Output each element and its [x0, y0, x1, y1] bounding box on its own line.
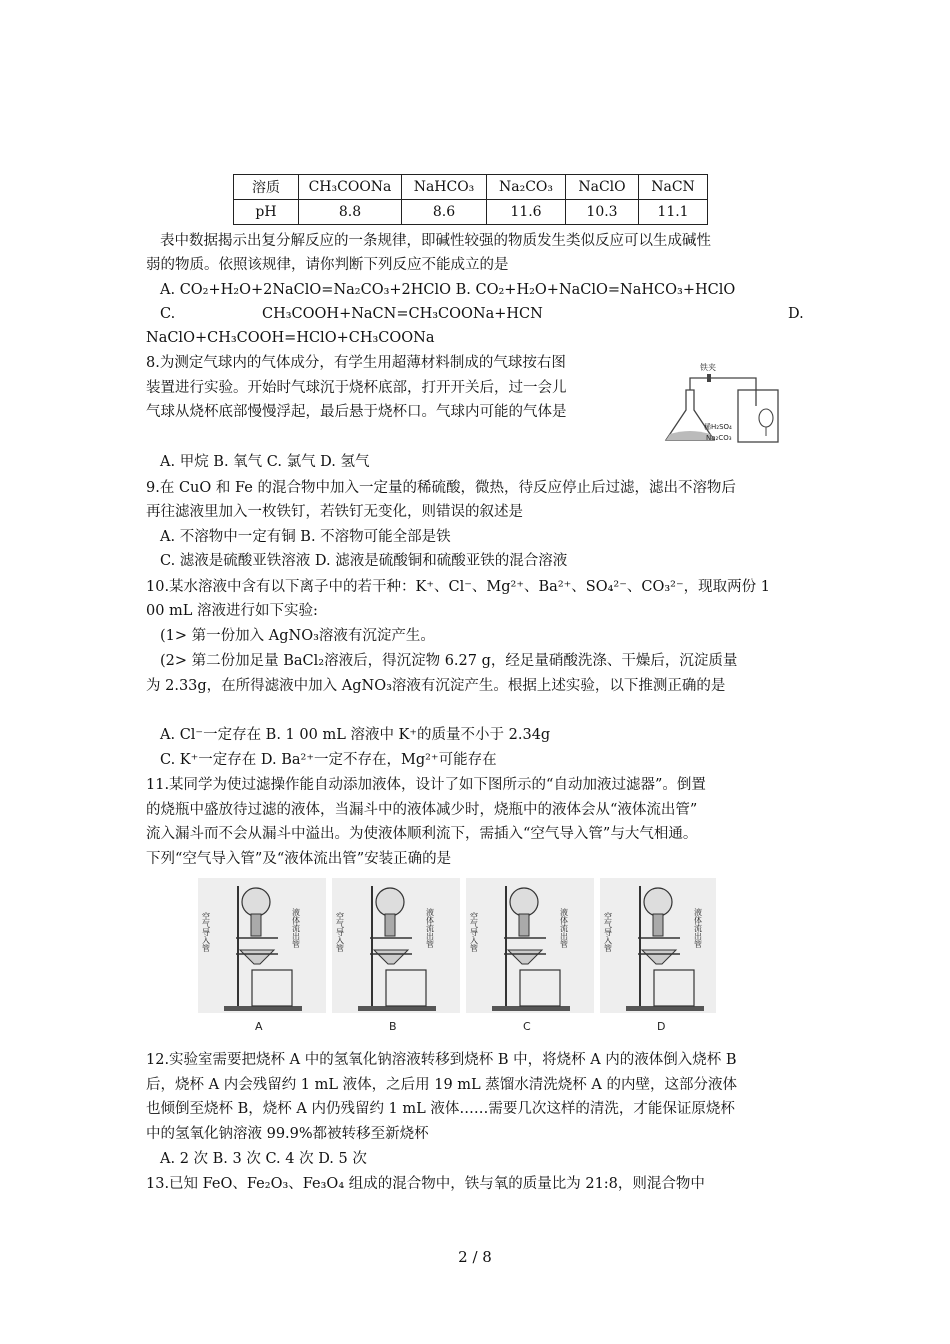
q11-text: 流入漏斗而不会从漏斗中溢出。为使液体顺利流下，需插入“空气导入管”与大气相通。 [146, 826, 698, 842]
q7-option-c: CH₃COOH+NaCN=CH₃COONa+HCN [262, 306, 543, 322]
beaker [738, 390, 778, 442]
table-cell: NaCN [639, 175, 708, 200]
q10-options-ab: A. Cl⁻一定存在 B. 1 00 mL 溶液中 K⁺的质量不小于 2.34g [160, 727, 551, 743]
panel-label-d: D [657, 1020, 666, 1033]
q10-text: 为 2.33g，在所得滤液中加入 AgNO₃溶液有沉淀产生。根据上述实验，以下推测正确的是 [146, 678, 726, 694]
apparatus-panel-b [332, 878, 460, 1033]
q10-options-cd: C. K⁺一定存在 D. Ba²⁺一定不存在，Mg²⁺可能存在 [160, 752, 497, 768]
balloon-icon [759, 409, 773, 427]
liquid-outlet-label-b: 液体流出管 [425, 908, 435, 948]
q12-text: 中的氢氧化钠溶液 99.9%都被转移至新烧杯 [146, 1126, 429, 1142]
apparatus-panel-d [600, 878, 716, 1033]
q9-options-ab: A. 不溶物中一定有铜 B. 不溶物可能全部是铁 [160, 529, 451, 545]
filter-apparatus-figure [198, 878, 718, 1036]
balloon-apparatus-figure [656, 360, 786, 448]
panel-label-a: A [255, 1020, 263, 1033]
table-cell: 8.8 [299, 200, 402, 225]
liquid-outlet-label-c: 液体流出管 [559, 908, 569, 948]
q7-option-d: NaClO+CH₃COOH=HClO+CH₃COONa [146, 330, 435, 346]
carbonate-label: Na₂CO₃ [706, 434, 732, 442]
table-cell: Na₂CO₃ [487, 175, 566, 200]
q9-text: 再往滤液里加入一枚铁钉，若铁钉无变化，则错误的叙述是 [146, 504, 523, 520]
apparatus-panel-c [466, 878, 594, 1033]
panel-label-c: C [523, 1020, 531, 1033]
q7-options-ab: A. CO₂+H₂O+2NaClO=Na₂CO₃+2HClO B. CO₂+H₂O+NaClO=NaHCO₃+HClO [160, 282, 736, 298]
clamp-icon [707, 374, 711, 382]
q13-text: 13.已知 FeO、Fe₂O₃、Fe₃O₄ 组成的混合物中，铁与氧的质量比为 21:8，则混合物中 [146, 1176, 705, 1192]
q8-text: 8.为测定气球内的气体成分，有学生用超薄材料制成的气球按右图 [146, 355, 566, 371]
q8-text: 气球从烧杯底部慢慢浮起，最后悬于烧杯口。气球内可能的气体是 [146, 404, 567, 420]
table-cell: NaHCO₃ [402, 175, 487, 200]
liquid-outlet-label-d: 液体流出管 [693, 908, 703, 948]
q7-option-d-label: D. [788, 306, 804, 322]
q10-text: (2> 第二份加足量 BaCl₂溶液后，得沉淀物 6.27 g，经足量硝酸洗涤、干燥后，沉淀质量 [160, 653, 738, 669]
q11-text: 11.某同学为使过滤操作能自动添加液体，设计了如下图所示的“自动加液过滤器”。倒置 [146, 777, 706, 793]
q9-options-cd: C. 滤液是硫酸亚铁溶液 D. 滤液是硫酸铜和硫酸亚铁的混合溶液 [160, 553, 568, 569]
q7-text: 表中数据揭示出复分解反应的一条规律，即碱性较强的物质发生类似反应可以生成碱性 [160, 233, 711, 249]
air-inlet-label-b: 空气导入管 [335, 912, 345, 952]
air-inlet-label-c: 空气导入管 [469, 912, 479, 952]
delivery-tube [690, 378, 756, 406]
acid-label: 稀H₂SO₄ [704, 423, 732, 431]
q10-text: 00 mL 溶液进行如下实验: [146, 603, 318, 619]
clamp-label: 铁夹 [700, 363, 716, 372]
q12-text: 后，烧杯 A 内会残留约 1 mL 液体，之后用 19 mL 蒸馏水清洗烧杯 A 的内壁，这部分液体 [146, 1077, 737, 1093]
apparatus-panel-a [198, 878, 326, 1033]
air-inlet-label-d: 空气导入管 [603, 912, 613, 952]
liquid-outlet-label-a: 液体流出管 [291, 908, 301, 948]
q9-text: 9.在 CuO 和 Fe 的混合物中加入一定量的稀硫酸，微热，待反应停止后过滤，滤出不溶物后 [146, 480, 736, 496]
table-cell: 11.6 [487, 200, 566, 225]
q12-text: 也倾倒至烧杯 B，烧杯 A 内仍残留约 1 mL 液体……需要几次这样的清洗，才能保证原烧杯 [146, 1101, 735, 1117]
table-row [234, 200, 708, 225]
q8-text: 装置进行实验。开始时气球沉于烧杯底部，打开开关后，过一会儿 [146, 380, 567, 396]
table-cell: 8.6 [402, 200, 487, 225]
q12-options: A. 2 次 B. 3 次 C. 4 次 D. 5 次 [160, 1151, 367, 1167]
ph-table [233, 174, 708, 225]
table-cell: pH [234, 200, 299, 225]
table-cell: 11.1 [639, 200, 708, 225]
q11-text: 下列“空气导入管”及“液体流出管”安装正确的是 [146, 851, 452, 867]
q10-text: 10.某水溶液中含有以下离子中的若干种：K⁺、Cl⁻、Mg²⁺、Ba²⁺、SO₄²⁻、CO₃²⁻，现取两份 1 [146, 579, 770, 595]
page-number: 2 / 8 [458, 1248, 492, 1266]
q10-text: (1> 第一份加入 AgNO₃溶液有沉淀产生。 [160, 628, 435, 644]
table-cell: CH₃COONa [299, 175, 402, 200]
q12-text: 12.实验室需要把烧杯 A 中的氢氧化钠溶液转移到烧杯 B 中，将烧杯 A 内的液体倒入烧杯 B [146, 1052, 737, 1068]
table-cell: 10.3 [566, 200, 639, 225]
air-inlet-label-a: 空气导入管 [201, 912, 211, 952]
q11-text: 的烧瓶中盛放待过滤的液体，当漏斗中的液体减少时，烧瓶中的液体会从“液体流出管” [146, 802, 698, 818]
table-cell: NaClO [566, 175, 639, 200]
panel-label-b: B [389, 1020, 397, 1033]
table-cell: 溶质 [234, 175, 299, 200]
q8-options: A. 甲烷 B. 氧气 C. 氯气 D. 氢气 [160, 454, 370, 470]
q7-option-c-label: C. [160, 306, 176, 322]
table-row [234, 175, 708, 200]
q7-text: 弱的物质。依照该规律，请你判断下列反应不能成立的是 [146, 257, 509, 273]
